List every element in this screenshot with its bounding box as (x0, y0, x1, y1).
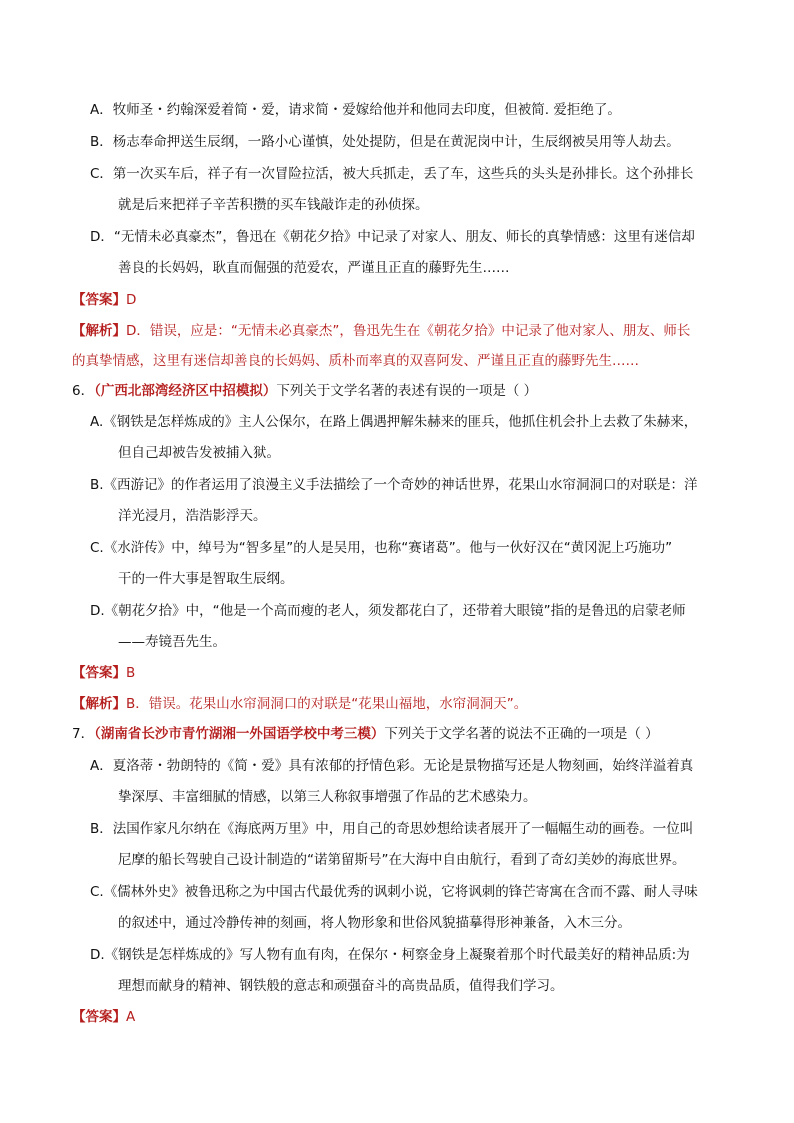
answer-value: A (126, 1009, 136, 1025)
option-d: D.《钢铁是怎样炼成的》写人物有血有肉，在保尔・柯察金身上凝聚着那个时代最美好的精神品质:为 (90, 947, 690, 963)
question-source: （湖南省长沙市青竹湖湘一外国语学校中考三模） (94, 726, 385, 742)
option-c: C.《儒林外史》被鲁迅称之为中国古代最优秀的讽刺小说，它将讽刺的锋芒寄寓在含而不露、耐人寻味 (90, 884, 698, 900)
explanation-5 (72, 321, 690, 341)
answer-label: 【答案】 (72, 665, 126, 681)
option-b: B．杨志奉命押送生辰纲，一路小心谨慎，处处提防，但是在黄泥岗中计，生辰纲被吴用等人劫去。 (90, 134, 680, 150)
option-a: A．夏洛蒂・勃朗特的《简・爱》具有浓郁的抒情色彩。无论是景物描写还是人物刻画，始终洋溢着真 (90, 758, 694, 774)
question-6 (72, 381, 537, 401)
option-b-cont: 尼摩的船长驾驶自己设计制造的“诺第留斯号”在大海中自由航行，看到了奇幻美妙的海底世界。 (118, 852, 686, 868)
explanation-text: D．错误，应是：“无情未必真豪杰”，鲁迅先生在《朝花夕拾》中记录了他对家人、朋友、师长 (126, 323, 691, 339)
option-a: A．牧师圣・约翰深爱着简・爱，请求简・爱嫁给他并和他同去印度，但被简. 爱拒绝了。 (90, 102, 621, 118)
option-a-cont: 但自己却被告发被捕入狱。 (118, 445, 280, 461)
option-d-cont: 理想而献身的精神、钢铁般的意志和顽强奋斗的高贵品质，值得我们学习。 (118, 978, 564, 994)
explanation-label: 【解析】 (72, 323, 126, 339)
question-stem: 下列关于文学名著的说法不正确的一项是（ ） (384, 726, 659, 742)
option-a-cont: 挚深厚、丰富细腻的情感，以第三人称叙事增强了作品的艺术感染力。 (118, 789, 537, 805)
option-c-cont: 的叙述中，通过冷静传神的刻画，将人物形象和世俗风貌描摹得形神兼备，入木三分。 (118, 915, 631, 931)
option-b: B.《西游记》的作者运用了浪漫主义手法描绘了一个奇妙的神话世界，花果山水帘洞洞口的对联是：洋 (90, 477, 698, 493)
option-c: C.《水浒传》中，绰号为“智多星”的人是吴用，也称“赛诸葛”。他与一伙好汉在“黄冈泥上巧施功” (90, 540, 673, 556)
answer-5 (72, 290, 136, 310)
question-number: 7． (72, 726, 95, 742)
explanation-label: 【解析】 (72, 696, 126, 712)
answer-label: 【答案】 (72, 292, 126, 308)
answer-value: D (126, 292, 137, 308)
answer-6 (72, 663, 135, 683)
question-number: 6． (72, 383, 95, 399)
option-d-cont: 善良的长妈妈，耿直而倔强的范爱农，严谨且正直的藤野先生…… (118, 260, 510, 276)
option-b-cont: 洋光浸月，浩浩影浮天。 (118, 508, 267, 524)
answer-label: 【答案】 (72, 1009, 126, 1025)
option-b: B．法国作家凡尔纳在《海底两万里》中，用自己的奇思妙想给读者展开了一幅幅生动的画卷。一位叫 (90, 821, 694, 837)
question-7 (72, 724, 659, 744)
option-c-cont: 干的一件大事是智取生辰纲。 (118, 571, 294, 587)
explanation-5-cont: 的真挚情感，这里有迷信却善良的长妈妈、质朴而率真的双喜阿发、严谨且正直的藤野先生…… (72, 353, 639, 369)
option-d-cont: ——寿镜吾先生。 (118, 634, 226, 650)
option-a: A.《钢铁是怎样炼成的》主人公保尔，在路上偶遇押解朱赫来的匪兵，他抓住机会扑上去救了朱赫来， (90, 414, 698, 430)
option-c-cont: 就是后来把祥子辛苦积攒的买车钱敲诈走的孙侦探。 (118, 197, 429, 213)
question-stem: 下列关于文学名著的表述有误的一项是（ ） (276, 383, 538, 399)
question-source: （广西北部湾经济区中招模拟） (94, 383, 277, 399)
option-d: D．“无情未必真豪杰”，鲁迅在《朝花夕拾》中记录了对家人、朋友、师长的真挚情感：这里有迷信却 (90, 229, 695, 245)
explanation-text: B．错误。花果山水帘洞洞口的对联是“花果山福地，水帘洞洞天”。 (126, 696, 528, 712)
answer-7 (72, 1007, 135, 1027)
option-c: C．第一次买车后，祥子有一次冒险拉活，被大兵抓走，丢了车，这些兵的头头是孙排长。这个孙排长 (90, 166, 694, 182)
answer-value: B (126, 665, 136, 681)
option-d: D.《朝花夕拾》中，“他是一个高而瘦的老人，须发都花白了，还带着大眼镜”指的是鲁迅的启蒙老师 (90, 603, 686, 619)
explanation-6 (72, 694, 527, 714)
